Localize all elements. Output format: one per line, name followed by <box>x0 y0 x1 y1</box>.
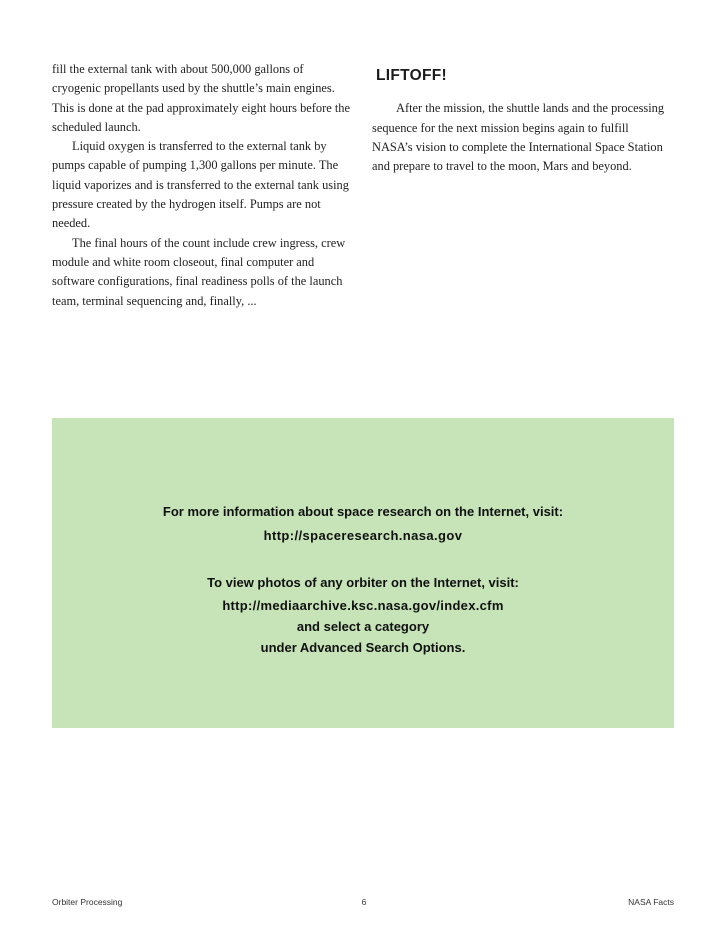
paragraph-propellant-loading: fill the external tank with about 500,000 gallons of cryogenic propellants used by the shuttle’s main engines. This is done at the pad approximately eight hours before the scheduled launch. <box>52 62 350 134</box>
link-mediaarchive[interactable]: http://mediaarchive.ksc.nasa.gov/index.cfm <box>222 598 504 613</box>
footer-publication: NASA Facts <box>628 897 674 907</box>
paragraph-liquid-oxygen: Liquid oxygen is transferred to the external tank by pumps capable of pumping 1,300 gallons per minute. The liquid vaporizes and is transferred to the external tank using pressure created by the hydrogen itself. Pumps are not needed. <box>52 139 349 231</box>
footer-document-title: Orbiter Processing <box>52 897 123 907</box>
left-column <box>52 60 350 311</box>
info-box <box>52 418 674 728</box>
footer-page-number: 6 <box>361 897 367 907</box>
link-spaceresearch[interactable]: http://spaceresearch.nasa.gov <box>263 528 463 543</box>
info-text-orbiter-photos: To view photos of any orbiter on the Internet, visit: <box>207 575 519 590</box>
paragraph-after-mission: After the mission, the shuttle lands and the processing sequence for the next mission begins again to fulfill NASA’s vision to complete the International Space Station and prepare to travel to the moon, Mars and beyond. <box>372 101 665 174</box>
paragraph-final-hours: The final hours of the count include crew ingress, crew module and white room closeout, final computer and software configurations, final readiness polls of the launch team, terminal sequencing and, finally, ... <box>52 235 346 308</box>
info-text-advanced-search: under Advanced Search Options. <box>260 640 466 655</box>
info-text-select-category: and select a category <box>296 619 430 634</box>
right-column <box>372 60 672 176</box>
section-heading-liftoff: LIFTOFF! <box>376 67 447 84</box>
info-text-space-research: For more information about space research on the Internet, visit: <box>162 504 564 519</box>
